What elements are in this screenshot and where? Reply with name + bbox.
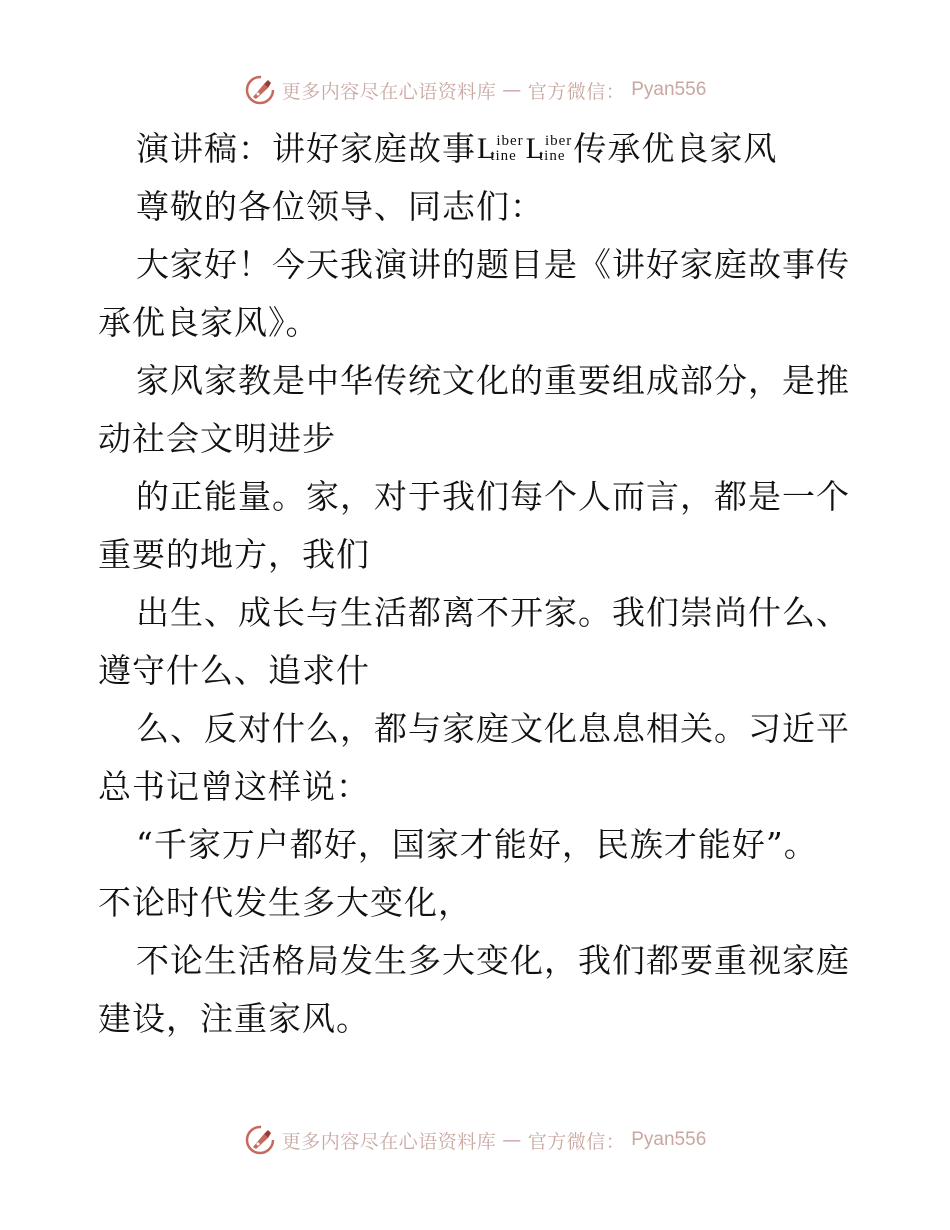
watermark-dash: — — [502, 1129, 522, 1151]
pen-nib-logo-icon — [244, 74, 276, 106]
libertine-glyph: L iber tine — [477, 132, 524, 165]
paragraph-line: 的正能量。家，对于我们每个人而言，都是一个 — [136, 477, 850, 516]
paragraph-line: 重要的地方，我们 — [98, 535, 370, 574]
paragraph-line: “千家万户都好，国家才能好，民族才能好”。 — [136, 825, 818, 864]
paragraph-line: 尊敬的各位领导、同志们： — [136, 187, 544, 226]
header-watermark — [0, 70, 950, 110]
paragraph-line: 总书记曾这样说： — [98, 767, 370, 806]
libertine-glyph: L iber tine — [525, 132, 573, 165]
paragraph-line: 动社会文明进步 — [98, 419, 336, 458]
title-start: 演讲稿：讲好家庭故事 — [136, 129, 476, 168]
paragraph-line: 遵守什么、追求什 — [98, 651, 370, 690]
watermark-wechat-id: Pyan556 — [631, 1129, 707, 1150]
watermark-text: 更多内容尽在心语资料库 — [281, 1130, 497, 1153]
document-body — [98, 120, 858, 1048]
paragraph-line: 不论时代发生多大变化， — [98, 883, 472, 922]
watermark-wechat-label: 官方微信： — [527, 80, 626, 103]
watermark-wechat-id: Pyan556 — [631, 79, 707, 100]
paragraph-line: 不论生活格局发生多大变化，我们都要重视家庭 — [136, 941, 850, 980]
paragraph-line: 家风家教是中华传统文化的重要组成部分，是推 — [136, 361, 850, 400]
footer-watermark — [0, 1120, 950, 1160]
watermark-text: 更多内容尽在心语资料库 — [281, 80, 497, 103]
paragraph-line: 出生、成长与生活都离不开家。我们崇尚什么、 — [136, 593, 850, 632]
pen-nib-logo-icon — [244, 1124, 276, 1156]
title-end: 传承优良家风 — [573, 129, 778, 168]
paragraph-line: 大家好！今天我演讲的题目是《讲好家庭故事传 — [136, 245, 850, 284]
paragraph-line: 么、反对什么，都与家庭文化息息相关。习近平 — [136, 709, 850, 748]
watermark-wechat-label: 官方微信： — [527, 1130, 626, 1153]
watermark-dash: — — [502, 79, 522, 101]
paragraph-line: 建设，注重家风。 — [98, 999, 370, 1038]
paragraph-line: 承优良家风》。 — [98, 303, 320, 342]
document-title — [98, 120, 858, 178]
